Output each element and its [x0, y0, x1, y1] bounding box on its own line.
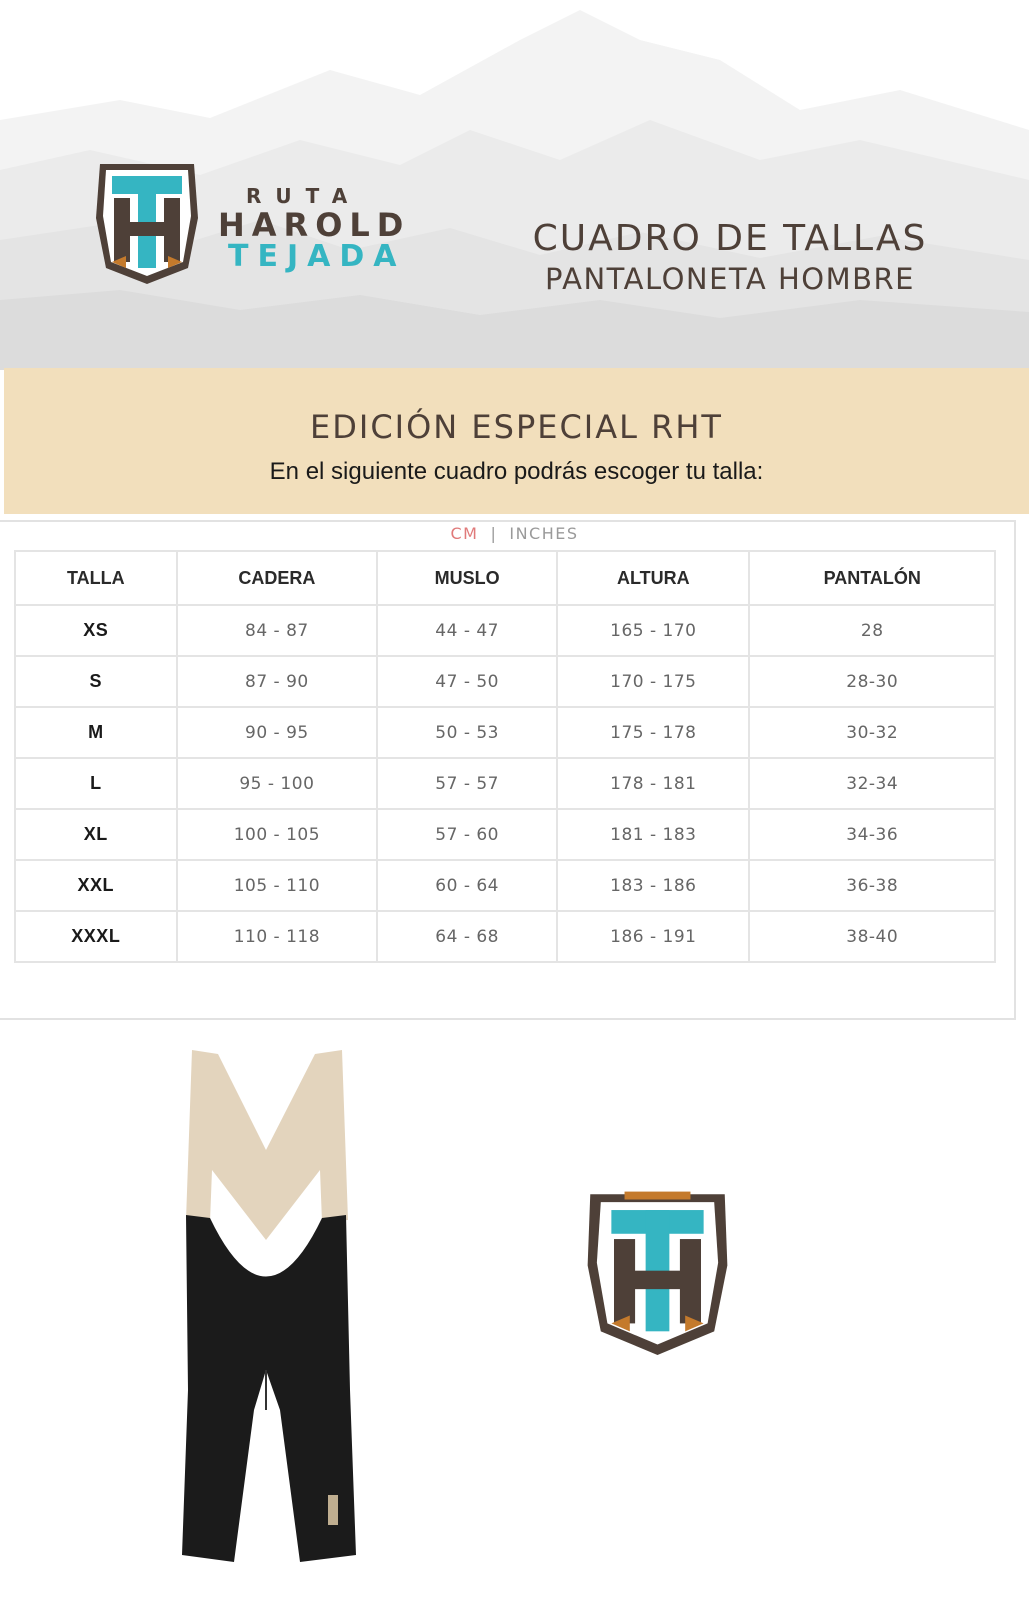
bib-shorts-illustration: [170, 1050, 370, 1575]
cell-muslo: 57 - 60: [377, 809, 557, 860]
page-title: [510, 218, 950, 298]
title-line-1: CUADRO DE TALLAS: [532, 218, 928, 259]
cell-talla: XL: [15, 809, 177, 860]
cell-muslo: 50 - 53: [377, 707, 557, 758]
cell-altura: 186 - 191: [557, 911, 749, 962]
rht-logo-icon: [92, 158, 202, 288]
unit-cm-option[interactable]: CM: [450, 524, 479, 543]
table-row: [15, 707, 995, 758]
cell-cadera: 100 - 105: [177, 809, 378, 860]
unit-inches-option[interactable]: INCHES: [509, 524, 579, 543]
cell-muslo: 47 - 50: [377, 656, 557, 707]
brand-wordmark: [218, 184, 410, 272]
table-row: [15, 860, 995, 911]
cell-muslo: 57 - 57: [377, 758, 557, 809]
cell-altura: 175 - 178: [557, 707, 749, 758]
table-row: [15, 809, 995, 860]
cell-pantalon: 28-30: [749, 656, 995, 707]
cell-pantalon: 34-36: [749, 809, 995, 860]
cell-altura: 181 - 183: [557, 809, 749, 860]
table-header-row: [15, 551, 995, 605]
col-header-muslo: MUSLO: [377, 551, 557, 605]
size-table: [14, 550, 996, 963]
cell-altura: 178 - 181: [557, 758, 749, 809]
table-row: [15, 656, 995, 707]
header-banner: [0, 0, 1029, 370]
rht-logo-large-icon: [585, 1186, 730, 1358]
cell-cadera: 95 - 100: [177, 758, 378, 809]
unit-separator: |: [490, 524, 498, 543]
cell-talla: XXL: [15, 860, 177, 911]
brand-line-tejada: TEJADA: [228, 239, 406, 274]
table-row: [15, 605, 995, 656]
cell-muslo: 44 - 47: [377, 605, 557, 656]
edition-title: EDICIÓN ESPECIAL RHT: [310, 408, 723, 446]
brand-line-harold: HAROLD: [218, 206, 411, 244]
col-header-pantalon: PANTALÓN: [749, 551, 995, 605]
edition-subtitle: En el siguiente cuadro podrás escoger tu talla:: [269, 458, 764, 485]
cell-talla: L: [15, 758, 177, 809]
title-line-2: PANTALONETA HOMBRE: [545, 262, 915, 296]
cell-pantalon: 32-34: [749, 758, 995, 809]
cell-altura: 165 - 170: [557, 605, 749, 656]
cell-cadera: 84 - 87: [177, 605, 378, 656]
cell-talla: XXXL: [15, 911, 177, 962]
table-row: [15, 911, 995, 962]
cell-talla: XS: [15, 605, 177, 656]
col-header-cadera: CADERA: [177, 551, 378, 605]
cell-talla: M: [15, 707, 177, 758]
cell-altura: 183 - 186: [557, 860, 749, 911]
brand-line-ruta: RUTA: [246, 184, 362, 208]
cell-talla: S: [15, 656, 177, 707]
cell-cadera: 110 - 118: [177, 911, 378, 962]
cell-altura: 170 - 175: [557, 656, 749, 707]
cell-muslo: 60 - 64: [377, 860, 557, 911]
col-header-altura: ALTURA: [557, 551, 749, 605]
cell-muslo: 64 - 68: [377, 911, 557, 962]
col-header-talla: TALLA: [15, 551, 177, 605]
cell-cadera: 90 - 95: [177, 707, 378, 758]
cell-pantalon: 36-38: [749, 860, 995, 911]
cell-cadera: 105 - 110: [177, 860, 378, 911]
cell-cadera: 87 - 90: [177, 656, 378, 707]
cell-pantalon: 28: [749, 605, 995, 656]
table-row: [15, 758, 995, 809]
cell-pantalon: 38-40: [749, 911, 995, 962]
edition-banner: [4, 368, 1029, 514]
unit-toggle: [0, 524, 1029, 543]
cell-pantalon: 30-32: [749, 707, 995, 758]
